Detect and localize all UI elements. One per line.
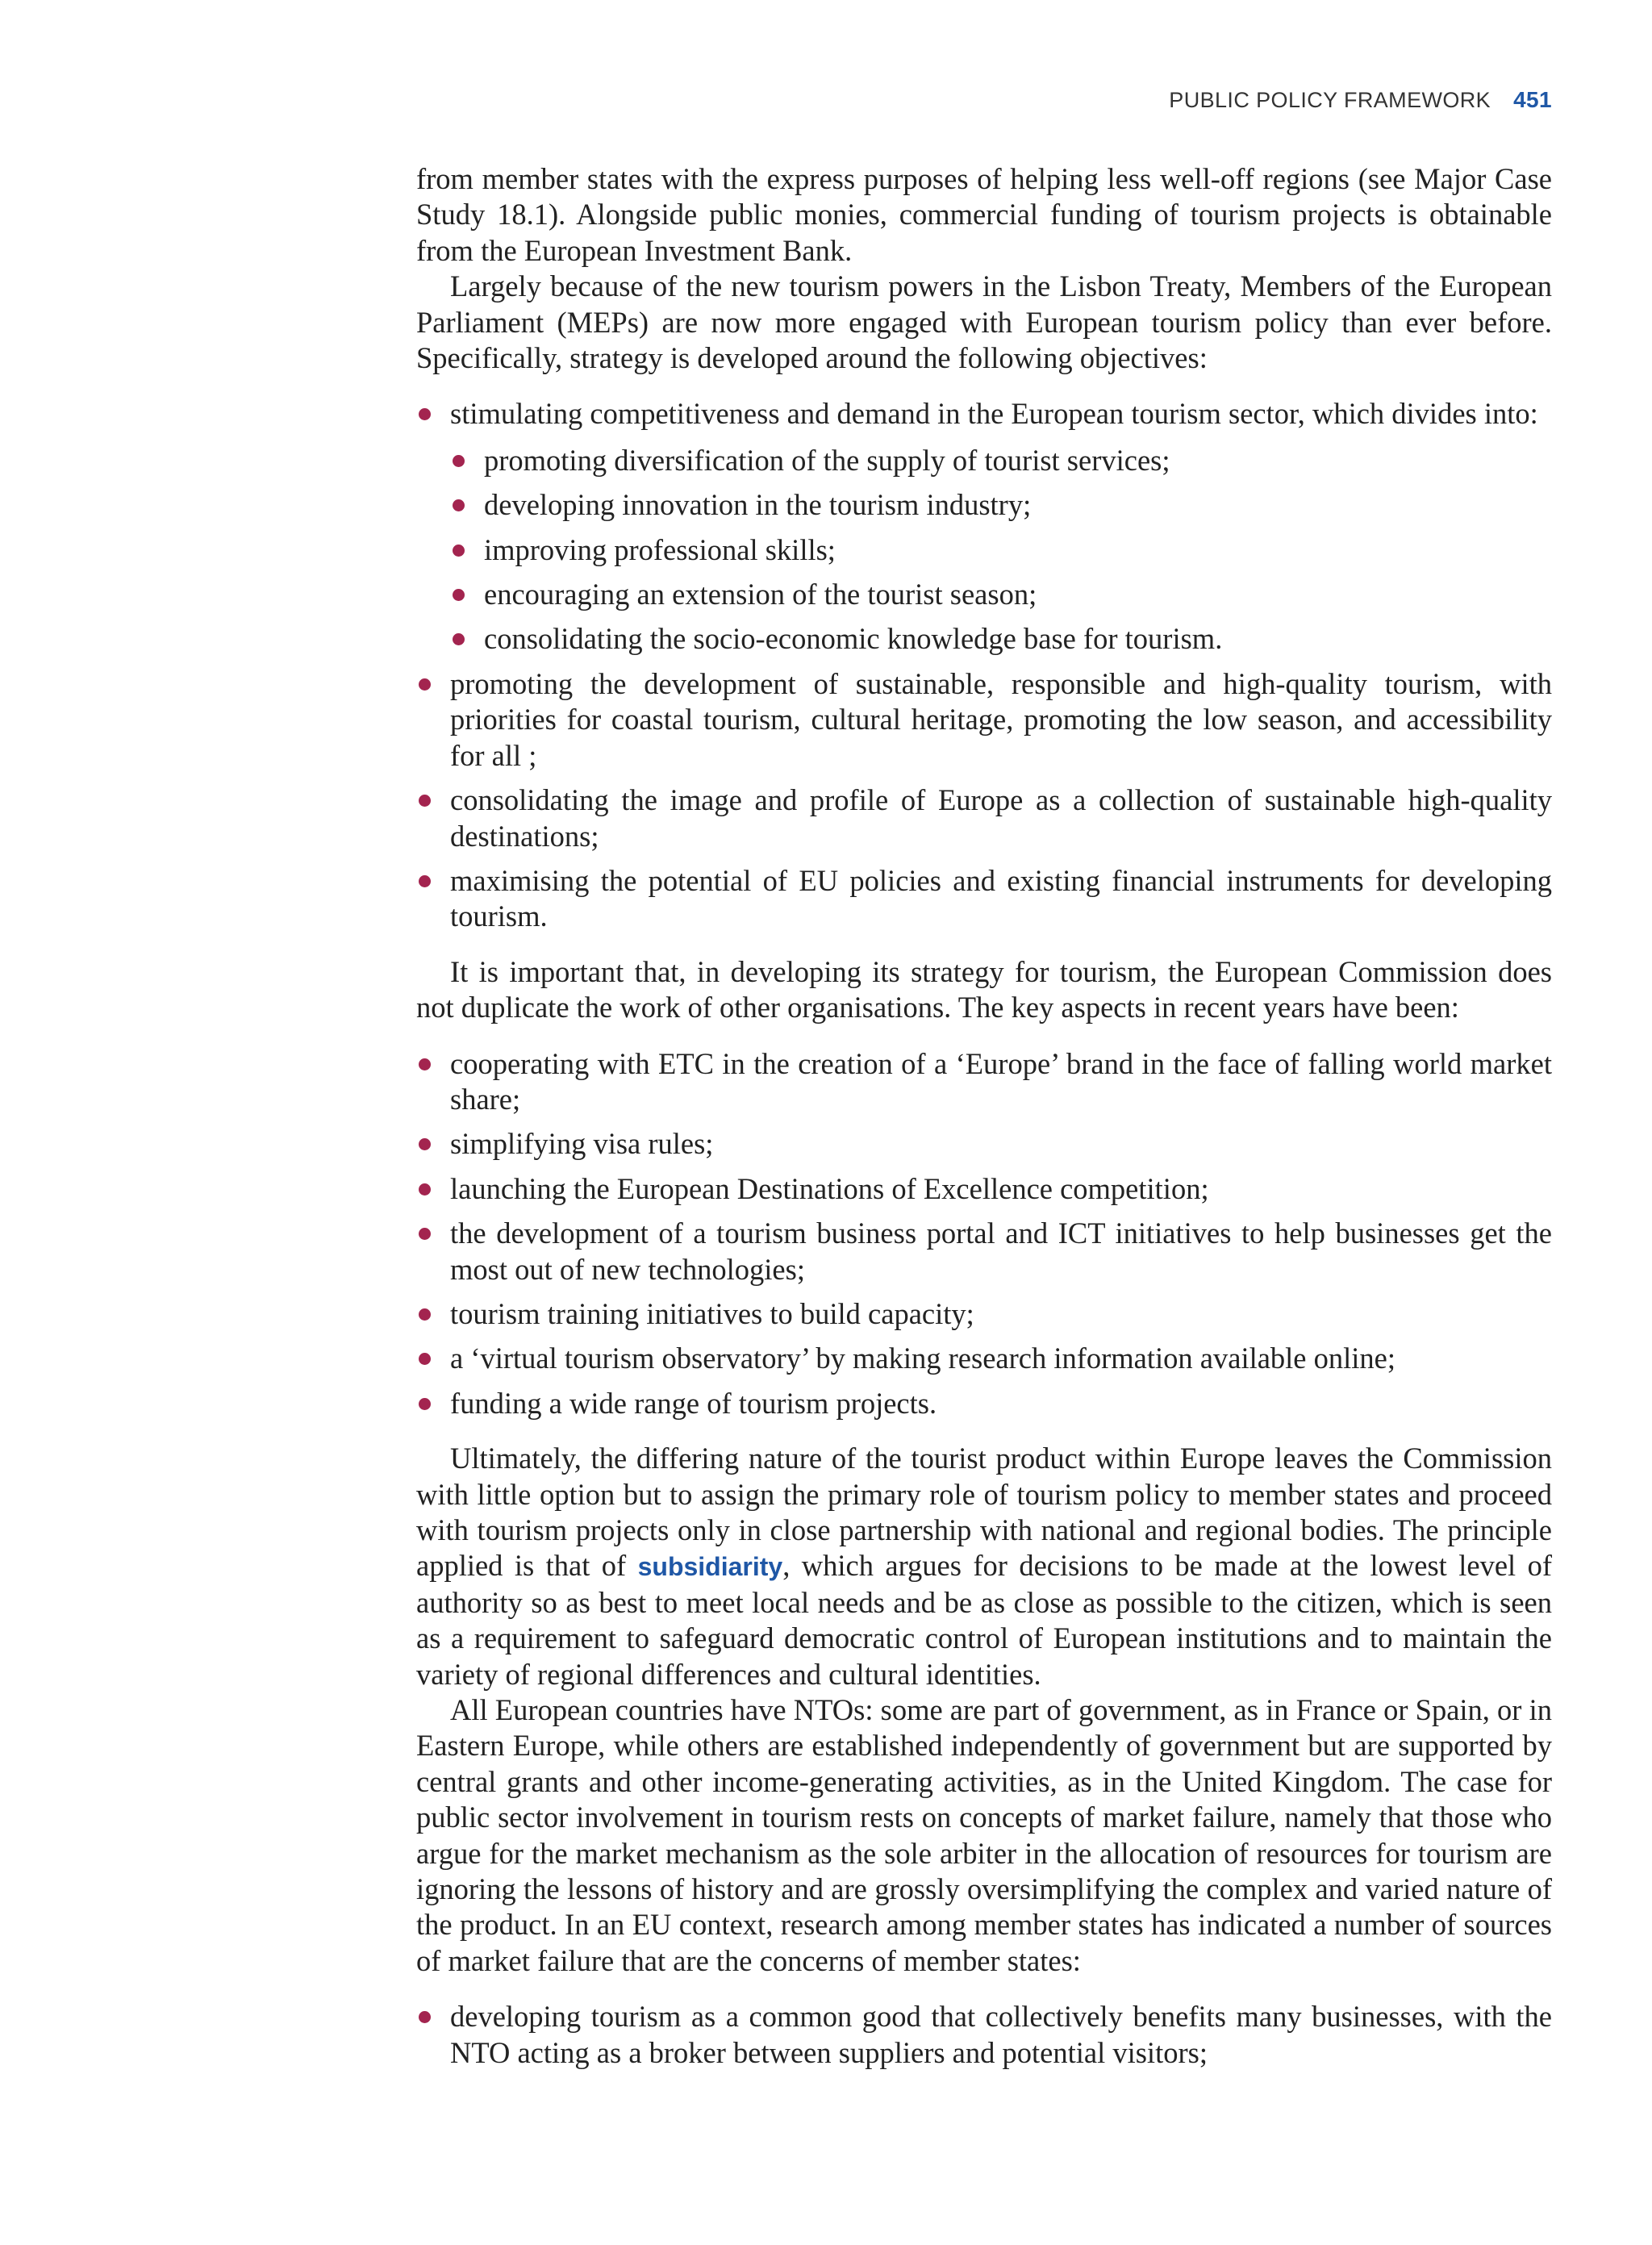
objectives-sublist	[450, 443, 1552, 657]
list-item-text: developing tourism as a common good that collectively benefits many businesses, with the NTO acting as a broker between suppliers and potential visitors;	[450, 2000, 1552, 2069]
list-item-text: funding a wide range of tourism projects.	[450, 1386, 937, 1420]
paragraph: Largely because of the new tourism powers in the Lisbon Treaty, Members of the European Parliament (MEPs) are now more engaged with European tourism policy than ever before. Specifically, strategy is developed around the following objectives:	[416, 269, 1552, 375]
list-item	[416, 396, 1552, 657]
list-item-text: the development of a tourism business portal and ICT initiatives to help businesses get the most out of new technologies;	[450, 1216, 1552, 1286]
bullet-icon	[419, 1138, 431, 1150]
list-item-text: developing innovation in the tourism industry;	[484, 488, 1032, 522]
list-item	[416, 863, 1552, 935]
key-aspects-list	[416, 1046, 1552, 1422]
bullet-icon	[453, 499, 465, 511]
list-item	[416, 1171, 1552, 1207]
list-item-text: encouraging an extension of the tourist season;	[484, 578, 1037, 611]
bullet-icon	[419, 1308, 431, 1321]
list-item-text: stimulating competitiveness and demand in the European tourism sector, which divides into:	[450, 397, 1538, 431]
list-item	[416, 1296, 1552, 1332]
list-item-text: launching the European Destinations of Excellence competition;	[450, 1171, 1209, 1205]
list-item-text: consolidating the socio-economic knowledge base for tourism.	[484, 622, 1223, 656]
paragraph	[416, 1441, 1552, 1692]
bullet-icon	[419, 1228, 431, 1240]
list-item-text: promoting the development of sustainable, responsible and high-quality tourism, with priorities for coastal tourism, cultural heritage, promoting the low season, and accessibility for all ;	[450, 666, 1552, 772]
list-item	[416, 1126, 1552, 1162]
list-item	[416, 1999, 1552, 2071]
list-item-text: simplifying visa rules;	[450, 1127, 714, 1161]
bullet-icon	[419, 1183, 431, 1196]
list-item-text: a ‘virtual tourism observatory’ by making research information available online;	[450, 1342, 1396, 1375]
bullet-icon	[419, 1353, 431, 1365]
bullet-icon	[453, 455, 465, 467]
list-item	[416, 782, 1552, 854]
list-item	[416, 621, 1552, 657]
list-item	[416, 487, 1552, 523]
list-item	[416, 1216, 1552, 1287]
list-item-text: tourism training initiatives to build capacity;	[450, 1296, 974, 1330]
list-item	[416, 532, 1552, 568]
page-body	[416, 161, 1552, 2090]
list-item	[416, 1341, 1552, 1376]
list-item	[416, 1046, 1552, 1118]
list-item	[416, 577, 1552, 612]
list-item-text: improving professional skills;	[484, 532, 836, 566]
paragraph-text: Ultimately, the differing nature of the tourist product within Europe leaves the Commission with little option but to assign the primary role of tourism policy to member states and proceed with tourism projects only in close partnership with national and regional bodies. The principle applied is that of	[416, 1442, 1552, 1583]
page-number: 451	[1513, 87, 1552, 112]
bullet-icon	[419, 1398, 431, 1410]
list-item	[416, 443, 1552, 478]
running-title: PUBLIC POLICY FRAMEWORK	[1169, 88, 1491, 112]
list-item-text: consolidating the image and profile of Europe as a collection of sustainable high-quality destinations;	[450, 783, 1552, 853]
list-item	[416, 666, 1552, 774]
paragraph: All European countries have NTOs: some are part of government, as in France or Spain, or in Eastern Europe, while others are established independently of government but are supported by central grants and other income-generating activities, as in the United Kingdom. The case for public sector involvement in tourism rests on concepts of market failure, namely that those who argue for the market mechanism as the sole arbiter in the allocation of resources for tourism are ignoring the lessons of history and are grossly oversimplifying the complex and varied nature of the product. In an EU context, research among member states has indicated a number of sources of market failure that are the concerns of member states:	[416, 1693, 1552, 1977]
bullet-icon	[453, 633, 465, 645]
bullet-icon	[453, 545, 465, 557]
bullet-icon	[419, 795, 431, 807]
running-header	[1169, 87, 1552, 113]
bullet-icon	[419, 875, 431, 887]
list-item	[416, 1386, 1552, 1421]
bullet-icon	[419, 408, 431, 420]
key-term: subsidiarity	[637, 1552, 783, 1582]
list-item-text: promoting diversification of the supply of tourist services;	[484, 443, 1170, 477]
paragraph: It is important that, in developing its strategy for tourism, the European Commission does not duplicate the work of other organisations. The key aspects in recent years have been:	[416, 954, 1552, 1024]
bullet-icon	[419, 1058, 431, 1070]
paragraph-text: , which argues for decisions to be made at the lowest level of authority so as best to meet local needs and be as close as possible to the citizen, which is seen as a requirement to safeguard democratic control of European institutions and to maintain the variety of regional differences and cultural identities.	[416, 1549, 1552, 1691]
bullet-icon	[419, 678, 431, 691]
list-item-text: cooperating with ETC in the creation of a ‘Europe’ brand in the face of falling world market share;	[450, 1046, 1552, 1116]
list-item-text: maximising the potential of EU policies and existing financial instruments for developing tourism.	[450, 863, 1552, 933]
market-failure-list	[416, 1999, 1552, 2071]
bullet-icon	[453, 589, 465, 601]
bullet-icon	[419, 2011, 431, 2023]
objectives-list	[416, 396, 1552, 934]
paragraph: from member states with the express purposes of helping less well-off regions (see Major Case Study 18.1). Alongside public monies, commercial funding of tourism projects is obtainable from the European Investment Bank.	[416, 162, 1552, 267]
